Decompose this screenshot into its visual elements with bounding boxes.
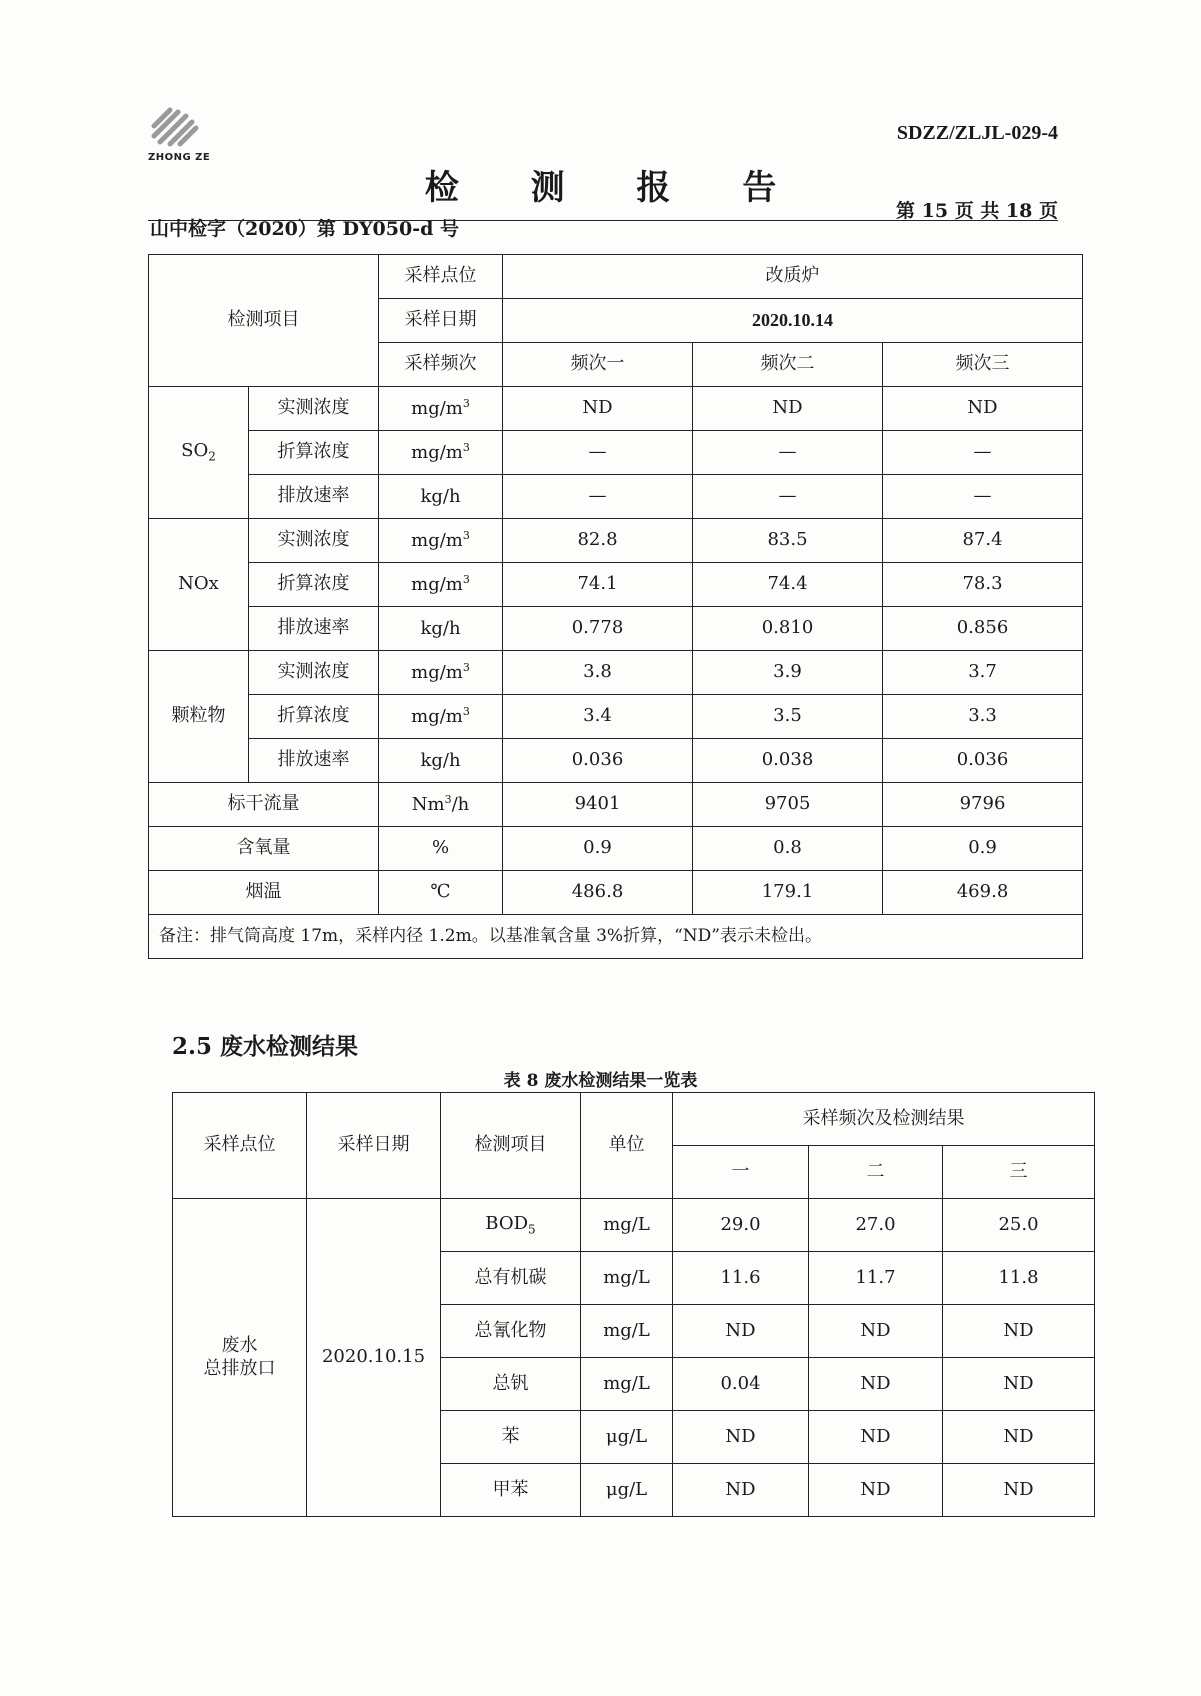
item-label: 含氧量 (149, 827, 379, 871)
item-label: 标干流量 (149, 783, 379, 827)
item-label: 总氰化物 (441, 1305, 581, 1358)
item-label: 总有机碳 (441, 1252, 581, 1305)
value-cell: 0.9 (883, 827, 1083, 871)
value-cell: 0.8 (693, 827, 883, 871)
value-cell: 9401 (503, 783, 693, 827)
group-particulates: 颗粒物 (149, 651, 249, 783)
value-cell: 25.0 (943, 1199, 1095, 1252)
item-label: 苯 (441, 1411, 581, 1464)
value-cell: 27.0 (809, 1199, 943, 1252)
item-label: 实测浓度 (249, 651, 379, 695)
sample-date-value: 2020.10.14 (503, 299, 1083, 343)
label-sample-freq: 采样频次 (379, 343, 503, 387)
value-cell: 0.856 (883, 607, 1083, 651)
item-label: 实测浓度 (249, 519, 379, 563)
value-cell: 486.8 (503, 871, 693, 915)
value-cell: 3.3 (883, 695, 1083, 739)
value-cell: — (693, 431, 883, 475)
unit-cell: $mg/m^3$ (379, 519, 503, 563)
value-cell: — (503, 475, 693, 519)
unit-cell: $mg/m^3$ (379, 563, 503, 607)
item-label: 排放速率 (249, 475, 379, 519)
item-label: 排放速率 (249, 739, 379, 783)
value-cell: 0.036 (883, 739, 1083, 783)
section-heading: 2.5 废水检测结果 (172, 1033, 359, 1060)
freq-header: 频次二 (693, 343, 883, 387)
sample-date-value: 2020.10.15 (307, 1199, 441, 1517)
value-cell: 3.8 (503, 651, 693, 695)
page-title: 检 测 报 告 (424, 168, 807, 208)
value-cell: 0.036 (503, 739, 693, 783)
value-cell: 179.1 (693, 871, 883, 915)
value-cell: 82.8 (503, 519, 693, 563)
value-cell: 3.4 (503, 695, 693, 739)
label-sample-date: 采样日期 (379, 299, 503, 343)
value-cell: 11.6 (673, 1252, 809, 1305)
unit-cell: ℃ (379, 871, 503, 915)
freq-header: 频次三 (883, 343, 1083, 387)
value-cell: — (883, 475, 1083, 519)
header-sample-date: 采样日期 (307, 1093, 441, 1199)
freq-header: 一 (673, 1146, 809, 1199)
item-label: $BOD_5$ (441, 1199, 581, 1252)
unit-cell: μg/L (581, 1411, 673, 1464)
value-cell: ND (673, 1411, 809, 1464)
value-cell: ND (943, 1358, 1095, 1411)
value-cell: ND (883, 387, 1083, 431)
value-cell: 9796 (883, 783, 1083, 827)
unit-cell: μg/L (581, 1464, 673, 1517)
unit-cell: mg/L (581, 1305, 673, 1358)
freq-header: 频次一 (503, 343, 693, 387)
value-cell: 0.778 (503, 607, 693, 651)
value-cell: ND (943, 1464, 1095, 1517)
page-number: 第 15 页 共 18 页 (896, 200, 1058, 222)
item-label: 折算浓度 (249, 695, 379, 739)
value-cell: ND (809, 1464, 943, 1517)
value-cell: 74.4 (693, 563, 883, 607)
label-sample-point: 采样点位 (379, 255, 503, 299)
value-cell: ND (673, 1464, 809, 1517)
header-divider (148, 220, 1058, 221)
unit-cell: % (379, 827, 503, 871)
sample-point-value: 废水 总排放口 (173, 1199, 307, 1517)
value-cell: ND (809, 1358, 943, 1411)
value-cell: 0.9 (503, 827, 693, 871)
value-cell: 3.9 (693, 651, 883, 695)
unit-cell: mg/L (581, 1358, 673, 1411)
value-cell: — (883, 431, 1083, 475)
group-so2: $SO_2$ (149, 387, 249, 519)
value-cell: 74.1 (503, 563, 693, 607)
logo-text: ZHONG ZE (148, 152, 211, 163)
header-sample-point: 采样点位 (173, 1093, 307, 1199)
table-caption: 表 8 废水检测结果一览表 (503, 1071, 698, 1091)
sample-point-value: 改质炉 (503, 255, 1083, 299)
header-results: 采样频次及检测结果 (673, 1093, 1095, 1146)
value-cell: 0.038 (693, 739, 883, 783)
exhaust-gas-table (148, 254, 1083, 959)
value-cell: 469.8 (883, 871, 1083, 915)
item-label: 实测浓度 (249, 387, 379, 431)
item-label: 折算浓度 (249, 563, 379, 607)
header-item: 检测项目 (149, 255, 379, 387)
value-cell: 11.8 (943, 1252, 1095, 1305)
table-note: 备注：排气筒高度 17m，采样内径 1.2m。以基准氧含量 3%折算，“ND”表示未检出。 (149, 915, 1083, 959)
unit-cell: kg/h (379, 475, 503, 519)
value-cell: 3.7 (883, 651, 1083, 695)
value-cell: 78.3 (883, 563, 1083, 607)
value-cell: ND (503, 387, 693, 431)
value-cell: ND (693, 387, 883, 431)
value-cell: ND (673, 1305, 809, 1358)
unit-cell: $mg/m^3$ (379, 695, 503, 739)
unit-cell: kg/h (379, 739, 503, 783)
value-cell: — (693, 475, 883, 519)
value-cell: — (503, 431, 693, 475)
value-cell: 0.810 (693, 607, 883, 651)
item-label: 甲苯 (441, 1464, 581, 1517)
value-cell: 9705 (693, 783, 883, 827)
item-label: 排放速率 (249, 607, 379, 651)
value-cell: 3.5 (693, 695, 883, 739)
unit-cell: $mg/m^3$ (379, 431, 503, 475)
report-number: 山中检字（2020）第 DY050-d 号 (150, 218, 459, 240)
unit-cell: mg/L (581, 1199, 673, 1252)
freq-header: 二 (809, 1146, 943, 1199)
unit-cell: $mg/m^3$ (379, 651, 503, 695)
unit-cell: Nm$^3$/h (379, 783, 503, 827)
value-cell: ND (943, 1411, 1095, 1464)
value-cell: 0.04 (673, 1358, 809, 1411)
value-cell: ND (809, 1411, 943, 1464)
value-cell: 29.0 (673, 1199, 809, 1252)
item-label: 烟温 (149, 871, 379, 915)
item-label: 总钒 (441, 1358, 581, 1411)
document-code: SDZZ/ZLJL-029-4 (896, 122, 1058, 144)
header-item: 检测项目 (441, 1093, 581, 1199)
company-logo-icon (148, 104, 204, 154)
value-cell: 83.5 (693, 519, 883, 563)
unit-cell: mg/L (581, 1252, 673, 1305)
group-nox: NOx (149, 519, 249, 651)
value-cell: 87.4 (883, 519, 1083, 563)
freq-header: 三 (943, 1146, 1095, 1199)
value-cell: 11.7 (809, 1252, 943, 1305)
wastewater-table (172, 1092, 1095, 1517)
value-cell: ND (809, 1305, 943, 1358)
item-label: 折算浓度 (249, 431, 379, 475)
unit-cell: $mg/m^3$ (379, 387, 503, 431)
unit-cell: kg/h (379, 607, 503, 651)
value-cell: ND (943, 1305, 1095, 1358)
header-unit: 单位 (581, 1093, 673, 1199)
